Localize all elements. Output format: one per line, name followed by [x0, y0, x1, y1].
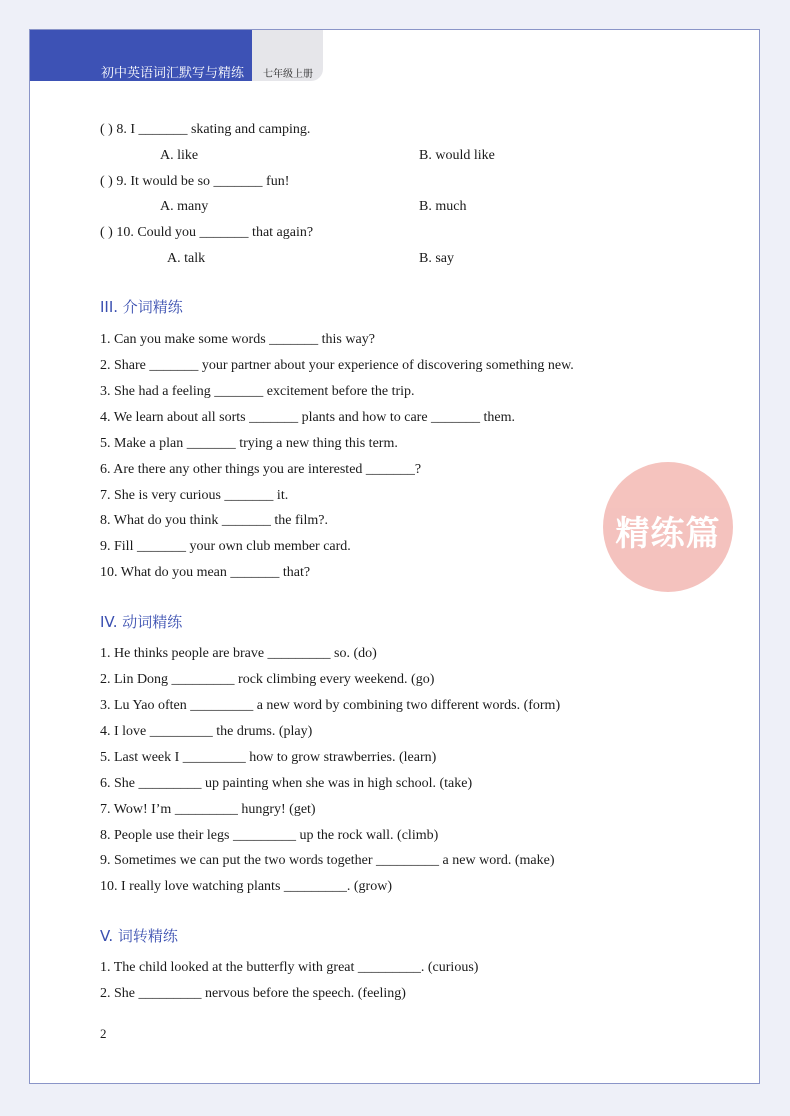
mcq-option-a: A. talk	[167, 251, 206, 266]
worksheet-page	[29, 29, 760, 1084]
exercise-item: 7. Wow! I’m _________ hungry! (get)	[100, 802, 316, 817]
mcq-option-b: B. would like	[419, 148, 495, 163]
exercise-item: 6. She _________ up painting when she was in high school. (take)	[100, 776, 473, 791]
section-title-word-forms: V. 词转精练	[100, 927, 178, 945]
exercise-item: 1. Can you make some words _______ this way?	[100, 332, 375, 347]
mcq-option-b: B. say	[419, 251, 454, 266]
exercise-item: 2. She _________ nervous before the speech. (feeling)	[100, 986, 406, 1001]
stamp-label: 精练篇	[615, 514, 721, 554]
exercise-item: 3. She had a feeling _______ excitement before the trip.	[100, 384, 415, 399]
exercise-item: 5. Last week I _________ how to grow strawberries. (learn)	[100, 750, 437, 765]
exercise-item: 4. We learn about all sorts _______ plants and how to care _______ them.	[100, 410, 516, 425]
mcq-option-a: A. like	[160, 148, 199, 163]
section-title-prepositions: III. 介词精练	[100, 298, 183, 316]
exercise-item: 8. What do you think _______ the film?.	[100, 513, 328, 528]
page-number: 2	[100, 1026, 107, 1041]
book-title: 初中英语词汇默写与精练	[101, 66, 245, 81]
exercise-item: 10. I really love watching plants _________. (grow)	[100, 879, 392, 894]
exercise-item: 8. People use their legs _________ up the rock wall. (climb)	[100, 828, 439, 843]
exercise-item: 4. I love _________ the drums. (play)	[100, 724, 313, 739]
mcq-question: ( ) 10. Could you _______ that again?	[100, 225, 314, 240]
mcq-option-a: A. many	[160, 199, 209, 214]
exercise-item: 2. Share _______ your partner about your experience of discovering something new.	[100, 358, 574, 373]
exercise-item: 9. Fill _______ your own club member card.	[100, 539, 351, 554]
section-title-verbs: IV. 动词精练	[100, 613, 183, 631]
exercise-item: 2. Lin Dong _________ rock climbing every weekend. (go)	[100, 672, 435, 687]
mcq-question: ( ) 9. It would be so _______ fun!	[100, 174, 290, 189]
exercise-item: 1. He thinks people are brave _________ so. (do)	[100, 646, 377, 661]
exercise-item: 3. Lu Yao often _________ a new word by combining two different words. (form)	[100, 698, 561, 713]
exercise-item: 10. What do you mean _______ that?	[100, 565, 311, 580]
exercise-item: 5. Make a plan _______ trying a new thing this term.	[100, 436, 398, 451]
exercise-item: 1. The child looked at the butterfly with great _________. (curious)	[100, 960, 479, 975]
exercise-item: 6. Are there any other things you are interested _______?	[100, 462, 422, 477]
exercise-item: 9. Sometimes we can put the two words together _________ a new word. (make)	[100, 853, 555, 868]
mcq-option-b: B. much	[419, 199, 467, 214]
mcq-question: ( ) 8. I _______ skating and camping.	[100, 122, 311, 137]
exercise-item: 7. She is very curious _______ it.	[100, 488, 289, 503]
grade-label: 七年级上册	[263, 69, 313, 80]
practice-stamp	[603, 462, 733, 592]
